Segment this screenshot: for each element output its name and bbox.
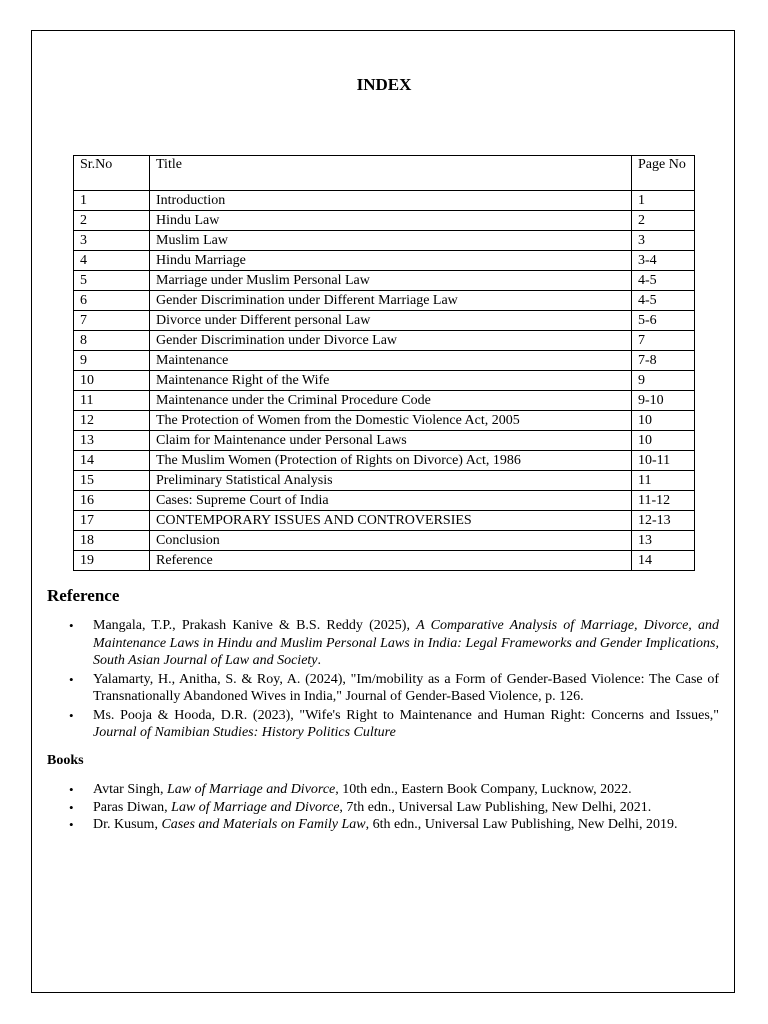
row-sr-no: 5 xyxy=(74,271,150,291)
row-page-no: 3 xyxy=(632,231,695,251)
row-sr-no: 3 xyxy=(74,231,150,251)
row-page-no: 7-8 xyxy=(632,351,695,371)
header-title: Title xyxy=(150,156,632,191)
row-sr-no: 11 xyxy=(74,391,150,411)
row-sr-no: 1 xyxy=(74,191,150,211)
row-title: Marriage under Muslim Personal Law xyxy=(150,271,632,291)
table-row xyxy=(74,231,695,251)
row-page-no: 1 xyxy=(632,191,695,211)
row-title: Maintenance under the Criminal Procedure Code xyxy=(150,391,632,411)
table-row xyxy=(74,291,695,311)
reference-item xyxy=(69,707,719,742)
bullet-icon: • xyxy=(69,618,74,633)
table-row xyxy=(74,411,695,431)
row-title: Introduction xyxy=(150,191,632,211)
book-item xyxy=(69,816,719,834)
row-page-no: 2 xyxy=(632,211,695,231)
row-sr-no: 2 xyxy=(74,211,150,231)
row-sr-no: 18 xyxy=(74,531,150,551)
row-title: Gender Discrimination under Divorce Law xyxy=(150,331,632,351)
row-page-no: 5-6 xyxy=(632,311,695,331)
book-item xyxy=(69,799,719,817)
row-title: Muslim Law xyxy=(150,231,632,251)
row-sr-no: 15 xyxy=(74,471,150,491)
row-sr-no: 9 xyxy=(74,351,150,371)
book-item xyxy=(69,781,719,799)
citation-pre: Ms. Pooja & Hooda, D.R. (2023), "Wife's Right to Maintenance and Human Right: Concerns and Issues," xyxy=(93,707,719,723)
citation-pre: Paras Diwan, xyxy=(93,799,172,815)
citation-ital: Journal of Namibian Studies: History Politics Culture xyxy=(93,725,396,740)
header-sr-no: Sr.No xyxy=(74,156,150,191)
row-page-no: 9-10 xyxy=(632,391,695,411)
bullet-icon: • xyxy=(69,782,74,797)
citation-pre: Yalamarty, H., Anitha, S. & Roy, A. (2024), "Im/mobility as a Form of Gender-Based Violence: The Case of Transnationally Abandoned Wives in India," Journal of Gender-Based Violence, p. 126. xyxy=(93,671,719,704)
row-sr-no: 8 xyxy=(74,331,150,351)
row-title: Reference xyxy=(150,551,632,571)
reference-item xyxy=(69,617,719,670)
row-sr-no: 17 xyxy=(74,511,150,531)
row-title: Conclusion xyxy=(150,531,632,551)
row-sr-no: 14 xyxy=(74,451,150,471)
table-header-row xyxy=(74,156,695,191)
table-row xyxy=(74,211,695,231)
row-page-no: 9 xyxy=(632,371,695,391)
citation-pre: Dr. Kusum, xyxy=(93,817,162,832)
bullet-icon: • xyxy=(69,707,74,723)
index-table xyxy=(73,155,695,571)
row-title: The Muslim Women (Protection of Rights on Divorce) Act, 1986 xyxy=(150,451,632,471)
row-page-no: 12-13 xyxy=(632,511,695,531)
table-row xyxy=(74,491,695,511)
citation-pre: Mangala, T.P., Prakash Kanive & B.S. Reddy (2025), xyxy=(93,618,417,633)
citation-post: , 6th edn., Universal Law Publishing, New Delhi, 2019. xyxy=(365,817,678,832)
bullet-icon: • xyxy=(69,799,74,815)
row-title: Hindu Law xyxy=(150,211,632,231)
row-title: Maintenance Right of the Wife xyxy=(150,371,632,391)
row-page-no: 4-5 xyxy=(632,271,695,291)
row-page-no: 11 xyxy=(632,471,695,491)
row-page-no: 11-12 xyxy=(632,491,695,511)
table-row xyxy=(74,391,695,411)
books-heading: Books xyxy=(47,753,84,768)
citation-ital: Law of Marriage and Divorce xyxy=(171,799,340,815)
row-title: Cases: Supreme Court of India xyxy=(150,491,632,511)
table-row xyxy=(74,471,695,491)
row-title: Claim for Maintenance under Personal Laws xyxy=(150,431,632,451)
page-title: INDEX xyxy=(356,75,412,94)
row-page-no: 10 xyxy=(632,431,695,451)
table-row xyxy=(74,431,695,451)
row-title: CONTEMPORARY ISSUES AND CONTROVERSIES xyxy=(150,511,632,531)
row-sr-no: 19 xyxy=(74,551,150,571)
row-page-no: 10-11 xyxy=(632,451,695,471)
table-row xyxy=(74,191,695,211)
citation-post: , 10th edn., Eastern Book Company, Lucknow, 2022. xyxy=(335,782,632,797)
bullet-icon: • xyxy=(69,817,74,832)
books-list xyxy=(69,781,719,834)
header-page-no: Page No xyxy=(632,156,695,191)
table-row xyxy=(74,371,695,391)
table-row xyxy=(74,311,695,331)
row-sr-no: 10 xyxy=(74,371,150,391)
row-sr-no: 7 xyxy=(74,311,150,331)
row-title: The Protection of Women from the Domestic Violence Act, 2005 xyxy=(150,411,632,431)
table-row xyxy=(74,531,695,551)
reference-item xyxy=(69,671,719,706)
row-sr-no: 16 xyxy=(74,491,150,511)
row-title: Gender Discrimination under Different Marriage Law xyxy=(150,291,632,311)
row-page-no: 7 xyxy=(632,331,695,351)
row-title: Preliminary Statistical Analysis xyxy=(150,471,632,491)
row-sr-no: 4 xyxy=(74,251,150,271)
row-sr-no: 13 xyxy=(74,431,150,451)
reference-list xyxy=(69,617,719,743)
reference-heading: Reference xyxy=(47,586,120,605)
table-row xyxy=(74,351,695,371)
row-sr-no: 12 xyxy=(74,411,150,431)
row-page-no: 10 xyxy=(632,411,695,431)
table-row xyxy=(74,551,695,571)
citation-ital: A Comparative Analysis of Marriage, Divorce, and Maintenance Laws in Hindu and Muslim Personal Laws in India: Legal Frameworks and Gender Implications, South Asian Journal of Law and Society xyxy=(93,618,719,668)
citation-post: , 7th edn., Universal Law Publishing, New Delhi, 2021. xyxy=(339,799,652,815)
bullet-icon: • xyxy=(69,671,74,687)
row-page-no: 13 xyxy=(632,531,695,551)
citation-pre: Avtar Singh, xyxy=(93,782,168,797)
row-page-no: 3-4 xyxy=(632,251,695,271)
table-row xyxy=(74,251,695,271)
row-sr-no: 6 xyxy=(74,291,150,311)
table-row xyxy=(74,331,695,351)
table-row xyxy=(74,451,695,471)
row-title: Divorce under Different personal Law xyxy=(150,311,632,331)
row-page-no: 14 xyxy=(632,551,695,571)
row-title: Maintenance xyxy=(150,351,632,371)
table-row xyxy=(74,511,695,531)
citation-ital: Cases and Materials on Family Law xyxy=(161,817,366,832)
citation-post: . xyxy=(317,653,322,668)
row-page-no: 4-5 xyxy=(632,291,695,311)
table-row xyxy=(74,271,695,291)
citation-ital: Law of Marriage and Divorce xyxy=(167,782,336,797)
row-title: Hindu Marriage xyxy=(150,251,632,271)
